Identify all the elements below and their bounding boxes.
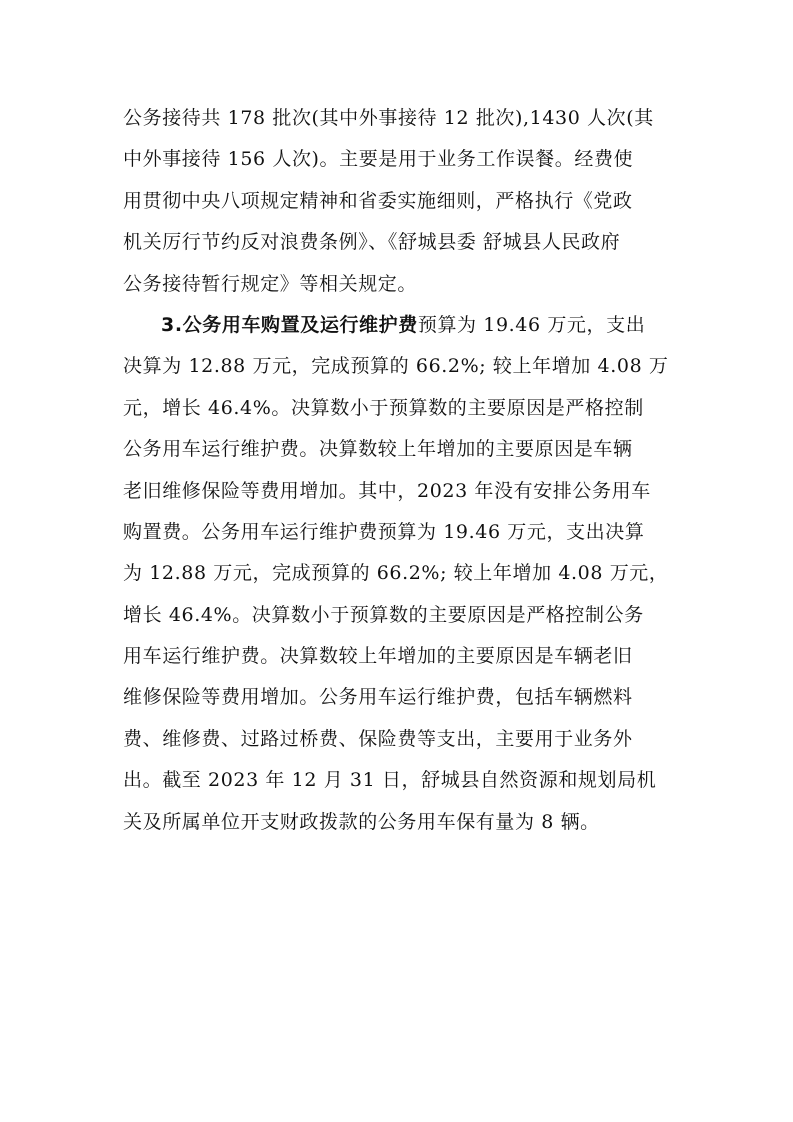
text-line: 元，增长 46.4%。决算数小于预算数的主要原因是严格控制	[123, 396, 644, 419]
text-line: 公务用车运行维护费。决算数较上年增加的主要原因是车辆	[123, 438, 633, 461]
text-line: 关及所属单位开支财政拨款的公务用车保有量为 8 辆。	[123, 810, 600, 833]
text-line: 公务接待共 178 批次(其中外事接待 12 批次),1430 人次(其	[123, 107, 654, 129]
text-line: 机关厉行节约反对浪费条例》、《舒城县委 舒城县人民政府	[123, 231, 621, 254]
text-line: 增长 46.4%。决算数小于预算数的主要原因是严格控制公务	[123, 603, 644, 626]
text-line: 中外事接待 156 人次)。主要是用于业务工作误餐。经费使	[123, 148, 634, 171]
text-line: 决算为 12.88 万元，完成预算的 66.2%; 较上年增加 4.08 万	[123, 355, 669, 378]
text-line-first	[123, 305, 683, 346]
text-line: 老旧维修保险等费用增加。其中，2023 年没有安排公务用车	[123, 479, 651, 502]
text-line: 出。截至 2023 年 12 月 31 日，舒城县自然资源和规划局机	[123, 769, 657, 792]
text-line: 费、维修费、过路过桥费、保险费等支出，主要用于业务外	[123, 727, 633, 750]
text-line: 用贯彻中央八项规定精神和省委实施细则，严格执行《党政	[123, 189, 633, 212]
text-line: 为 12.88 万元，完成预算的 66.2%; 较上年增加 4.08 万元，	[123, 562, 669, 585]
paragraph-reception-expenses	[123, 98, 683, 305]
document-body	[123, 98, 683, 843]
text-line: 公务接待暂行规定》等相关规定。	[123, 272, 418, 295]
text-line: 用车运行维护费。决算数较上年增加的主要原因是车辆老旧	[123, 645, 633, 668]
section-heading: 3.公务用车购置及运行维护费	[161, 313, 418, 336]
paragraph-vehicle-expenses	[123, 305, 683, 843]
text-line: 购置费。公务用车运行维护费预算为 19.46 万元，支出决算	[123, 520, 645, 543]
text-fragment: 预算为 19.46 万元，支出	[417, 313, 646, 336]
text-line: 维修保险等费用增加。公务用车运行维护费，包括车辆燃料	[123, 686, 633, 709]
